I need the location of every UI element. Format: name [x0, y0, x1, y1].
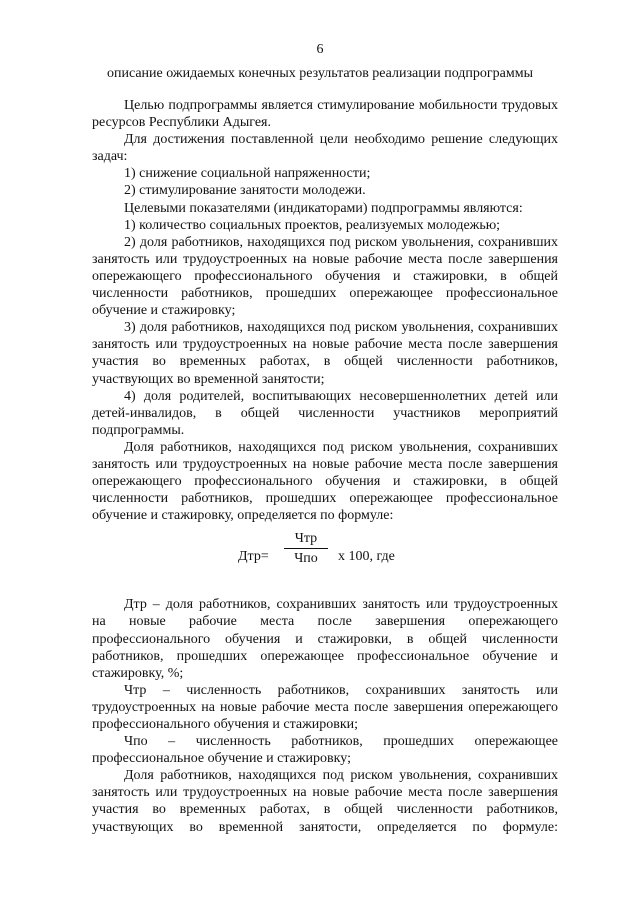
paragraph-formula-intro-2: Доля работников, находящихся под риском увольнения, сохранивших занятость или трудоустроенных на новые рабочие места после завершения участия во временных работах, в общей численности работников, участвующих во временной занятости, определяется по формуле: — [92, 768, 558, 835]
indicator-item-3: 3) доля работников, находящихся под риском увольнения, сохранивших занятость или трудоустроенных на новые рабочие места после завершения участия во временных работах, в общей численности работников, участвующих во временной занятости; — [92, 320, 558, 387]
definition-dtr: Дтр – доля работников, сохранивших занятость или трудоустроенных на новые рабочие места после завершения опережающего профессионального обучения и стажировки, в общей численности работников, прошедших опережающее профессиональное обучение и стажировку, %; — [92, 597, 558, 681]
task-item-2: 2) стимулирование занятости молодежи. — [124, 183, 366, 199]
formula-dtr — [92, 531, 558, 581]
formula-lhs: Дтр= — [238, 549, 269, 565]
definition-chtr: Чтр – численность работников, сохранивших занятость или трудоустроенных на новые рабочие места после завершения опережающего профессионального обучения и стажировки; — [92, 682, 558, 732]
page-number: 6 — [316, 42, 324, 57]
paragraph-tasks-intro: Для достижения поставленной цели необходимо решение следующих задач: — [92, 132, 558, 165]
paragraph-goal: Целью подпрограммы является стимулирование мобильности трудовых ресурсов Республики Адыгея. — [92, 98, 558, 131]
task-item-1: 1) снижение социальной напряженности; — [124, 166, 371, 182]
indicator-item-2: 2) доля работников, находящихся под риском увольнения, сохранивших занятость или трудоустроенных на новые рабочие места после завершения опережающего профессионального обучения и стажировки, в общей численности работников, прошедших опережающее профессиональное обучение и стажировку; — [92, 234, 558, 319]
indicator-item-1: 1) количество социальных проектов, реализуемых молодежью; — [124, 217, 501, 233]
formula-denominator: Чпо — [294, 551, 318, 567]
definition-chpo: Чпо – численность работников, прошедших опережающее профессиональное обучение и стажировку; — [92, 734, 558, 767]
formula-rhs: х 100, где — [338, 549, 395, 565]
indicator-item-4: 4) доля родителей, воспитывающих несовершеннолетних детей или детей-инвалидов, в общей численности участников мероприятий подпрограммы. — [92, 388, 558, 438]
formula-numerator: Чтр — [284, 531, 328, 549]
formula-fraction — [284, 531, 328, 567]
section-heading: описание ожидаемых конечных результатов реализации подпрограммы — [106, 66, 534, 81]
document-body — [92, 97, 558, 836]
paragraph-formula-intro-1: Доля работников, находящихся под риском увольнения, сохранивших занятость или трудоустроенных на новые рабочие места после завершения опережающего профессионального обучения и стажировки, в общей численности работников, прошедших опережающее профессиональное обучение и стажировку, определяется по формуле: — [92, 439, 558, 524]
paragraph-indicators-intro: Целевыми показателями (индикаторами) подпрограммы являются: — [124, 200, 523, 216]
